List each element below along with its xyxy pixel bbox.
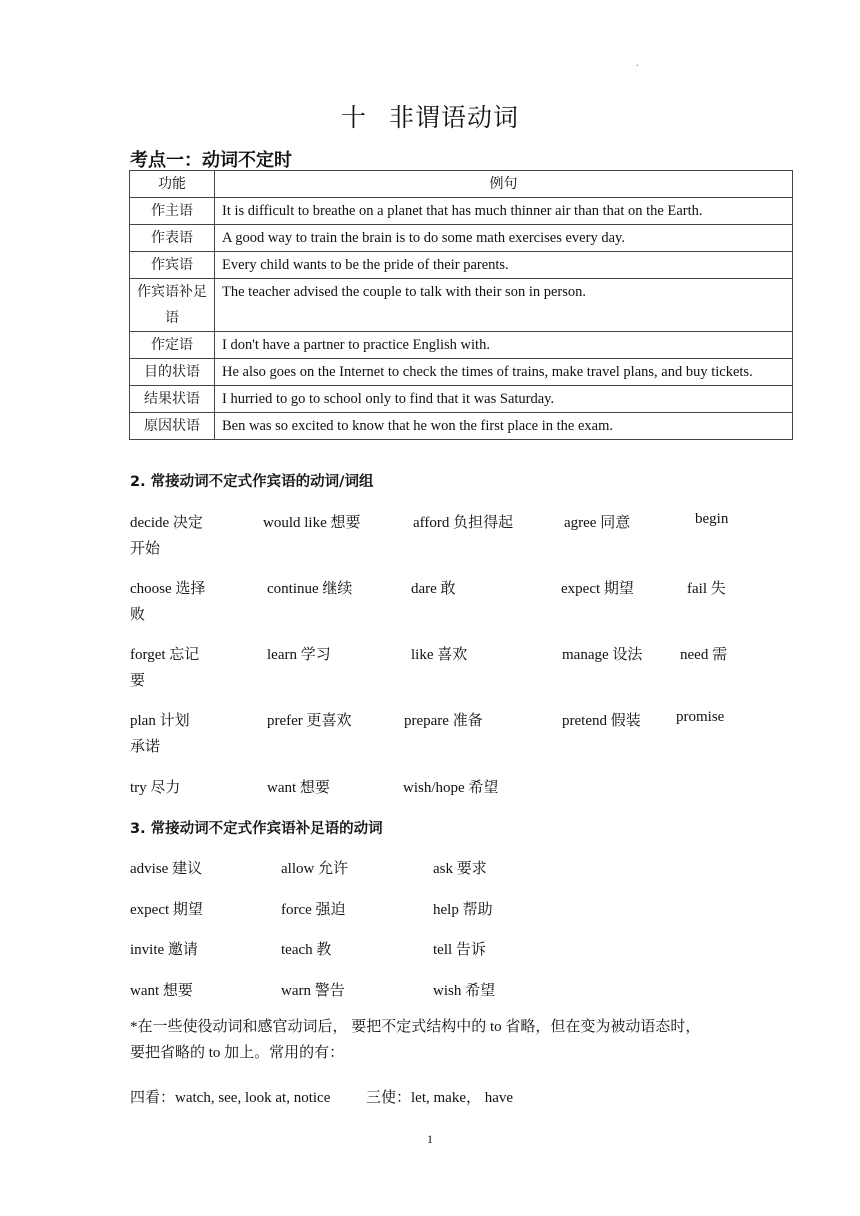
- verb-item: want 想要: [130, 983, 193, 999]
- page-title: [0, 98, 860, 134]
- section-heading-2: 2. 常接动词不定式作宾语的动词/词组: [130, 474, 374, 490]
- four-look-verbs: 四看：watch, see, look at, notice: [130, 1090, 331, 1106]
- function-cell: 目的状语: [130, 359, 215, 386]
- header-dot: .: [636, 58, 639, 69]
- verb-item: dare 敢: [411, 581, 456, 597]
- verb-item: learn 学习: [267, 647, 331, 663]
- example-cell: Ben was so excited to know that he won the first place in the exam.: [215, 413, 793, 440]
- function-cell: 原因状语: [130, 413, 215, 440]
- example-cell: He also goes on the Internet to check the times of trains, make travel plans, and buy tickets.: [215, 359, 793, 386]
- note-line: 要把省略的 to 加上。常用的有：: [130, 1045, 345, 1061]
- example-cell: Every child wants to be the pride of their parents.: [215, 252, 793, 279]
- verb-item: choose 选择: [130, 581, 206, 597]
- verb-item: force 强迫: [281, 902, 346, 918]
- verb-item: plan 计划: [130, 713, 190, 729]
- verb-item: invite 邀请: [130, 942, 198, 958]
- table-row: [130, 279, 793, 332]
- table-row: [130, 225, 793, 252]
- page-number: 1: [427, 1132, 433, 1146]
- verb-item: agree 同意: [564, 515, 631, 531]
- example-cell: I hurried to go to school only to find that it was Saturday.: [215, 386, 793, 413]
- verb-item: allow 允许: [281, 861, 349, 877]
- verb-item: pretend 假装: [562, 713, 641, 729]
- verb-item: advise 建议: [130, 861, 203, 877]
- verb-item: would like 想要: [263, 515, 361, 531]
- table-row: [130, 198, 793, 225]
- note-paragraph: [130, 1014, 740, 1066]
- verb-item: wish 希望: [433, 983, 496, 999]
- example-cell: A good way to train the brain is to do some math exercises every day.: [215, 225, 793, 252]
- verb-item: need 需: [680, 647, 728, 663]
- verb-item: prefer 更喜欢: [267, 713, 352, 729]
- example-cell: I don't have a partner to practice English with.: [215, 332, 793, 359]
- example-cell: It is difficult to breathe on a planet that has much thinner air than that on the Earth.: [215, 198, 793, 225]
- header-example: 例句: [215, 171, 793, 198]
- verb-item: try 尽力: [130, 780, 181, 796]
- header-function: 功能: [130, 171, 215, 198]
- note-line: *在一些使役动词和感官动词后， 要把不定式结构中的 to 省略，但在变为被动语态时，: [130, 1019, 701, 1035]
- table-row: [130, 413, 793, 440]
- verb-item: continue 继续: [267, 581, 353, 597]
- chapter-title: 非谓语动词: [389, 103, 520, 132]
- verb-item: warn 警告: [281, 983, 345, 999]
- three-causative-verbs: 三使：let, make， have: [366, 1090, 514, 1106]
- verb-item: teach 教: [281, 942, 332, 958]
- verb-item: want 想要: [267, 780, 330, 796]
- table-row: [130, 386, 793, 413]
- table-row: [130, 252, 793, 279]
- verb-item: decide 决定: [130, 515, 203, 531]
- verb-item-wrap: 开始: [130, 541, 161, 557]
- verb-item: wish/hope 希望: [403, 780, 499, 796]
- verb-item-wrap: 承诺: [130, 739, 161, 755]
- verb-item: ask 要求: [433, 861, 487, 877]
- function-cell: 作定语: [130, 332, 215, 359]
- function-cell: 作宾语补足语: [130, 279, 215, 332]
- verb-item: expect 期望: [561, 581, 634, 597]
- table-row: [130, 332, 793, 359]
- section-heading-1: 考点一：动词不定时: [130, 150, 292, 171]
- table-row: [130, 359, 793, 386]
- example-cell: The teacher advised the couple to talk with their son in person.: [215, 279, 793, 332]
- function-cell: 结果状语: [130, 386, 215, 413]
- function-cell: 作主语: [130, 198, 215, 225]
- verb-item: afford 负担得起: [413, 515, 514, 531]
- verb-item: promise: [676, 709, 725, 725]
- verb-item: prepare 准备: [404, 713, 483, 729]
- chapter-number: 十: [340, 103, 367, 132]
- verb-item: begin: [695, 511, 729, 527]
- verb-item: like 喜欢: [411, 647, 468, 663]
- verb-item-wrap: 要: [130, 673, 146, 689]
- function-cell: 作宾语: [130, 252, 215, 279]
- verb-item: expect 期望: [130, 902, 203, 918]
- function-cell: 作表语: [130, 225, 215, 252]
- verb-item: manage 设法: [562, 647, 643, 663]
- section-heading-3: 3. 常接动词不定式作宾语补足语的动词: [130, 821, 383, 837]
- verb-item: tell 告诉: [433, 942, 486, 958]
- verb-item-wrap: 败: [130, 607, 146, 623]
- verb-item: forget 忘记: [130, 647, 200, 663]
- verb-item: fail 失: [687, 581, 726, 597]
- table-header-row: [130, 171, 793, 198]
- infinitive-function-table: [129, 170, 793, 440]
- verb-item: help 帮助: [433, 902, 493, 918]
